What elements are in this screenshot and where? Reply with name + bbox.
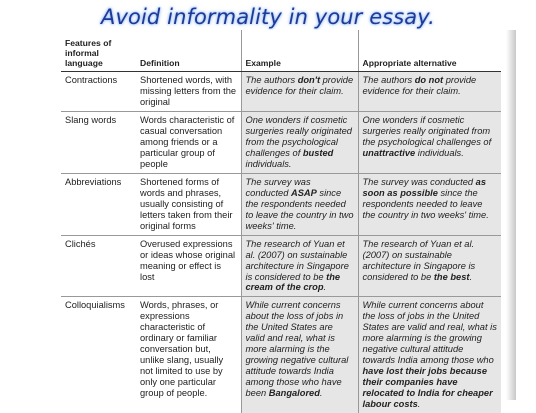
bold-term: ASAP (291, 187, 317, 198)
header-definition: Definition (136, 30, 241, 72)
header-feature: Features of informal language (61, 30, 136, 72)
cell-example: One wonders if cosmetic surgeries really originated from the psychological challenges of busted individuals. (241, 111, 358, 173)
cell-definition: Overused expressions or ideas whose original meaning or effect is lost (136, 235, 241, 297)
header-alternative: Appropriate alternative (358, 30, 501, 72)
cell-definition: Shortened words, with missing letters from the original (140, 75, 237, 107)
bold-term: Bangalored (268, 388, 320, 399)
bold-term: the cream of the crop (245, 271, 341, 293)
bold-term: have lost their jobs because their companies have relocated to India for cheaper labour costs (362, 366, 493, 410)
slide-title: Avoid informality in your essay. (101, 5, 435, 29)
bold-term: don't (297, 75, 321, 85)
cell-example: The survey was conducted ASAP since the respondents needed to leave the country in two weeks' time. (241, 173, 358, 235)
header-example: Example (241, 30, 358, 72)
bold-term: busted (302, 147, 334, 158)
table-header-row (61, 30, 501, 72)
cell-example: The research of Yuan et al. (2007) on sustainable architecture in Singapore is considered to be the cream of the crop. (241, 235, 358, 297)
cell-feature: Slang words (61, 111, 136, 173)
informal-language-sheet (61, 30, 516, 410)
table-row (61, 173, 501, 235)
cell-alternative: The research of Yuan et al. (2007) on sustainable architecture in Singapore is considered to be the best. (358, 235, 501, 297)
table-row (61, 297, 501, 413)
cell-feature: Contractions (65, 75, 118, 85)
cell-definition: Shortened forms of words and phrases, usually consisting of letters taken from their original forms (136, 173, 241, 235)
cell-feature: Colloquialisms (61, 297, 136, 413)
cell-feature: Abbreviations (61, 173, 136, 235)
bold-term: as soon as possible (362, 176, 487, 198)
cell-alternative: The authors do not provide evidence for their claim. (358, 72, 501, 112)
cell-feature: Clichés (61, 235, 136, 297)
table-row (61, 111, 501, 173)
bold-term: unattractive (362, 147, 416, 158)
bold-term: the best (433, 271, 470, 282)
cell-example: While current concerns about the loss of jobs in the United States are valid and real, what is more alarming is the growing negative cultural attitude towards India among those who have been Bangalored. (241, 297, 358, 413)
cell-alternative: The survey was conducted as soon as possible since the respondents needed to leave the country in two weeks' time. (358, 173, 501, 235)
cell-alternative: While current concerns about the loss of jobs in the United States are valid and real, what is more alarming is the growing negative cultural attitude towards India among those who have lost their jobs because their companies have relocated to India for cheaper labour costs. (358, 297, 501, 413)
cell-example: The authors don't provide evidence for their claim. (241, 72, 358, 112)
cell-definition: Words characteristic of casual conversation among friends or a particular group of people (136, 111, 241, 173)
cell-alternative: One wonders if cosmetic surgeries really originated from the psychological challenges of unattractive individuals. (358, 111, 501, 173)
informal-language-table (61, 30, 501, 413)
cell-definition: Words, phrases, or expressions characteristic of ordinary or familiar conversation but, unlike slang, usually not limited to use by only one particular group of people. (136, 297, 241, 413)
table-row (61, 72, 501, 112)
table-row (61, 235, 501, 297)
bold-term: do not (414, 75, 444, 85)
